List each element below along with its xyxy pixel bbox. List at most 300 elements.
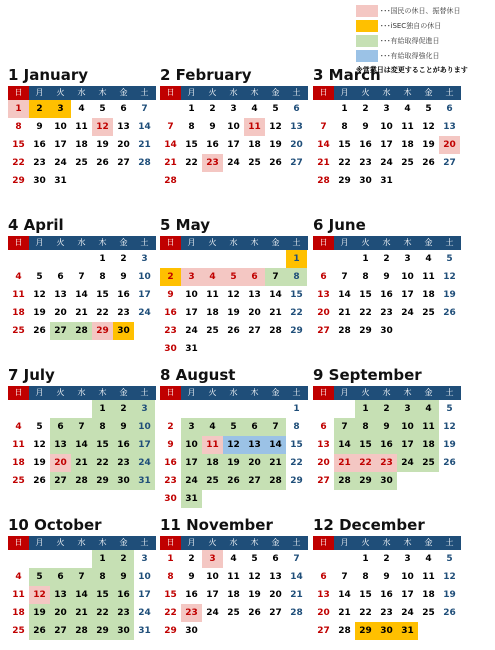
day-cell: 5	[272, 104, 279, 114]
day-cell: 20	[439, 136, 460, 154]
day-cell: 5	[99, 104, 106, 114]
weekday-label: 木	[98, 88, 107, 97]
day-cell: 14	[164, 140, 177, 150]
day-cell: 2	[113, 400, 134, 418]
weekday-label: 日	[8, 86, 29, 100]
empty-cell	[50, 550, 71, 568]
day-cell: 31	[134, 472, 155, 490]
day-cell: 7	[141, 104, 148, 114]
day-cell: 12	[422, 122, 435, 132]
day-cell: 20	[244, 454, 265, 472]
day-grid	[160, 400, 308, 508]
day-cell: 28	[334, 472, 355, 490]
empty-cell	[8, 400, 29, 418]
day-cell: 28	[338, 626, 351, 636]
month-title: 4 April	[8, 216, 64, 234]
day-cell: 17	[227, 140, 240, 150]
weekday-label: 水	[77, 238, 86, 247]
empty-cell	[202, 250, 223, 268]
day-cell: 17	[206, 590, 219, 600]
day-cell: 23	[359, 158, 372, 168]
day-cell: 13	[290, 122, 303, 132]
day-cell: 27	[317, 326, 330, 336]
day-cell: 8	[188, 122, 195, 132]
day-cell: 23	[33, 158, 46, 168]
weekday-header	[313, 236, 461, 250]
empty-cell	[244, 400, 265, 418]
day-cell: 29	[290, 326, 303, 336]
day-cell: 9	[383, 272, 390, 282]
day-cell: 22	[92, 604, 113, 622]
day-cell: 24	[185, 326, 198, 336]
day-cell: 29	[338, 176, 351, 186]
day-cell: 17	[397, 436, 418, 454]
weekday-label: 金	[271, 88, 280, 97]
empty-cell	[334, 400, 355, 418]
weekday-label: 日	[160, 236, 181, 250]
legend-swatch-paid-leave-strengthening	[356, 50, 378, 62]
weekday-label: 月	[340, 388, 349, 397]
day-cell: 28	[164, 176, 177, 186]
day-cell: 10	[138, 572, 151, 582]
day-cell: 2	[376, 400, 397, 418]
weekday-label: 木	[250, 88, 259, 97]
weekday-label: 水	[77, 538, 86, 547]
weekday-header	[8, 536, 156, 550]
day-grid	[8, 550, 156, 640]
day-cell: 12	[248, 572, 261, 582]
day-cell: 23	[202, 154, 223, 172]
day-cell: 29	[92, 622, 113, 640]
day-cell: 6	[57, 272, 64, 282]
day-cell: 27	[50, 322, 71, 340]
day-cell: 24	[206, 608, 219, 618]
day-cell: 10	[181, 436, 202, 454]
day-cell: 2	[188, 554, 195, 564]
day-cell: 15	[92, 436, 113, 454]
day-cell: 23	[380, 308, 393, 318]
empty-cell	[223, 250, 244, 268]
weekday-label: 火	[361, 388, 370, 397]
day-cell: 18	[422, 290, 435, 300]
weekday-label: 月	[187, 538, 196, 547]
month-title: 9 September	[313, 366, 422, 384]
day-cell: 31	[397, 622, 418, 640]
day-cell: 9	[188, 572, 195, 582]
day-cell: 18	[206, 308, 219, 318]
day-cell: 26	[422, 158, 435, 168]
day-cell: 6	[320, 272, 327, 282]
weekday-header	[313, 86, 461, 100]
day-cell: 30	[380, 326, 393, 336]
month-title: 12 December	[313, 516, 425, 534]
legend-swatch-national-holiday	[356, 5, 378, 17]
day-cell: 20	[50, 604, 71, 622]
day-cell: 9	[376, 418, 397, 436]
day-cell: 3	[134, 400, 155, 418]
day-cell: 13	[244, 436, 265, 454]
day-cell: 20	[317, 608, 330, 618]
day-cell: 11	[418, 418, 439, 436]
weekday-label: 日	[160, 536, 181, 550]
legend-item	[356, 49, 492, 63]
day-cell: 1	[167, 554, 174, 564]
weekday-label: 日	[8, 236, 29, 250]
day-cell: 9	[167, 440, 174, 450]
day-cell: 23	[181, 604, 202, 622]
weekday-header	[8, 386, 156, 400]
day-cell: 16	[185, 590, 198, 600]
day-cell: 22	[359, 608, 372, 618]
day-cell: 17	[54, 140, 67, 150]
day-cell: 27	[290, 158, 303, 168]
day-cell: 16	[113, 436, 134, 454]
day-cell: 3	[202, 550, 223, 568]
empty-cell	[71, 250, 92, 268]
day-cell: 15	[290, 440, 303, 450]
day-cell: 8	[286, 268, 307, 286]
day-cell: 2	[120, 254, 127, 264]
day-cell: 7	[71, 418, 92, 436]
day-cell: 17	[185, 308, 198, 318]
day-cell: 11	[227, 572, 240, 582]
day-cell: 12	[269, 122, 282, 132]
day-cell: 15	[185, 140, 198, 150]
day-cell: 1	[362, 254, 369, 264]
weekday-label: 金	[424, 538, 433, 547]
day-cell: 11	[422, 272, 435, 282]
weekday-label: 木	[403, 388, 412, 397]
day-cell: 3	[141, 254, 148, 264]
day-cell: 26	[248, 608, 261, 618]
day-cell: 21	[75, 308, 88, 318]
legend-label: ･･･国民の休日、振替休日	[380, 7, 461, 15]
day-cell: 8	[362, 272, 369, 282]
weekday-label: 木	[250, 538, 259, 547]
day-cell: 19	[227, 308, 240, 318]
day-cell: 21	[338, 308, 351, 318]
day-cell: 2	[29, 100, 50, 118]
day-cell: 21	[164, 158, 177, 168]
day-cell: 18	[202, 454, 223, 472]
weekday-header	[313, 386, 461, 400]
day-cell: 17	[138, 290, 151, 300]
day-cell: 14	[269, 290, 282, 300]
day-cell: 23	[164, 326, 177, 336]
day-grid	[313, 550, 461, 640]
day-cell: 1	[293, 404, 300, 414]
day-cell: 29	[359, 326, 372, 336]
weekday-label: 水	[382, 538, 391, 547]
day-cell: 7	[265, 268, 286, 286]
day-cell: 14	[71, 436, 92, 454]
day-cell: 19	[29, 604, 50, 622]
weekday-label: 土	[445, 388, 454, 397]
weekday-label: 月	[187, 88, 196, 97]
weekday-header	[8, 236, 156, 250]
weekday-label: 日	[313, 236, 334, 250]
weekday-label: 金	[119, 388, 128, 397]
day-cell: 2	[362, 104, 369, 114]
month-title: 1 January	[8, 66, 89, 84]
weekday-label: 水	[77, 388, 86, 397]
day-cell: 25	[418, 454, 439, 472]
weekday-label: 月	[35, 388, 44, 397]
day-cell: 21	[290, 590, 303, 600]
day-cell: 29	[355, 622, 376, 640]
day-cell: 13	[54, 290, 67, 300]
month-calendar	[313, 64, 461, 190]
weekday-label: 水	[382, 238, 391, 247]
day-cell: 17	[380, 140, 393, 150]
weekday-label: 土	[140, 538, 149, 547]
day-cell: 28	[71, 322, 92, 340]
day-cell: 4	[230, 554, 237, 564]
weekday-label: 月	[187, 388, 196, 397]
day-cell: 20	[317, 308, 330, 318]
day-cell: 14	[138, 122, 151, 132]
day-cell: 24	[227, 158, 240, 168]
month-title: 7 July	[8, 366, 55, 384]
day-cell: 12	[33, 290, 46, 300]
day-cell: 11	[206, 290, 219, 300]
day-cell: 18	[12, 458, 25, 468]
month-calendar	[160, 214, 308, 358]
weekday-label: 日	[313, 536, 334, 550]
day-cell: 31	[185, 344, 198, 354]
day-cell: 7	[71, 568, 92, 586]
day-cell: 22	[359, 308, 372, 318]
day-cell: 10	[138, 272, 151, 282]
empty-cell	[334, 250, 355, 268]
empty-cell	[160, 250, 181, 268]
day-cell: 28	[138, 158, 151, 168]
day-cell: 20	[117, 140, 130, 150]
day-cell: 16	[113, 586, 134, 604]
day-cell: 29	[92, 472, 113, 490]
month-calendar	[8, 64, 156, 190]
weekday-label: 月	[340, 238, 349, 247]
day-cell: 23	[113, 454, 134, 472]
day-cell: 17	[401, 290, 414, 300]
day-cell: 12	[443, 272, 456, 282]
day-cell: 24	[138, 308, 151, 318]
day-cell: 21	[317, 158, 330, 168]
day-cell: 4	[425, 554, 432, 564]
month-title: 5 May	[160, 216, 211, 234]
day-cell: 2	[167, 422, 174, 432]
day-cell: 18	[422, 590, 435, 600]
day-cell: 28	[71, 472, 92, 490]
day-cell: 20	[54, 308, 67, 318]
legend-swatch-paid-leave-promotion	[356, 35, 378, 47]
day-cell: 8	[167, 572, 174, 582]
day-cell: 25	[422, 608, 435, 618]
day-cell: 15	[12, 140, 25, 150]
empty-cell	[181, 400, 202, 418]
day-grid	[313, 400, 461, 490]
month-title: 11 November	[160, 516, 273, 534]
day-cell: 27	[317, 476, 330, 486]
day-cell: 7	[167, 122, 174, 132]
day-cell: 30	[113, 622, 134, 640]
day-cell: 18	[227, 590, 240, 600]
weekday-label: 金	[271, 238, 280, 247]
empty-cell	[50, 400, 71, 418]
day-cell: 29	[355, 472, 376, 490]
weekday-label: 土	[140, 388, 149, 397]
day-cell: 8	[92, 418, 113, 436]
day-cell: 11	[12, 440, 25, 450]
day-cell: 19	[422, 140, 435, 150]
day-cell: 14	[338, 590, 351, 600]
day-cell: 10	[401, 572, 414, 582]
day-cell: 22	[12, 158, 25, 168]
day-cell: 8	[92, 568, 113, 586]
day-cell: 1	[341, 104, 348, 114]
day-grid	[8, 250, 156, 340]
day-cell: 18	[12, 608, 25, 618]
day-cell: 10	[54, 122, 67, 132]
day-cell: 10	[380, 122, 393, 132]
day-cell: 19	[443, 290, 456, 300]
day-cell: 3	[397, 400, 418, 418]
weekday-label: 日	[8, 386, 29, 400]
weekday-label: 木	[403, 538, 412, 547]
day-cell: 1	[286, 250, 307, 268]
day-cell: 2	[160, 268, 181, 286]
day-cell: 15	[92, 586, 113, 604]
day-cell: 11	[401, 122, 414, 132]
empty-cell	[313, 250, 334, 268]
day-cell: 13	[443, 122, 456, 132]
day-cell: 3	[141, 554, 148, 564]
weekday-header	[160, 386, 308, 400]
day-cell: 25	[401, 158, 414, 168]
day-cell: 7	[341, 572, 348, 582]
day-cell: 22	[164, 608, 177, 618]
weekday-label: 月	[35, 88, 44, 97]
day-cell: 21	[269, 308, 282, 318]
empty-cell	[71, 550, 92, 568]
day-cell: 3	[50, 100, 71, 118]
month-title: 10 October	[8, 516, 102, 534]
day-cell: 27	[269, 608, 282, 618]
month-title: 3 March	[313, 66, 381, 84]
day-cell: 4	[15, 272, 22, 282]
day-cell: 24	[54, 158, 67, 168]
day-cell: 12	[223, 436, 244, 454]
day-cell: 28	[265, 472, 286, 490]
day-cell: 30	[164, 344, 177, 354]
weekday-label: 金	[271, 388, 280, 397]
day-cell: 18	[75, 140, 88, 150]
day-cell: 19	[443, 440, 456, 450]
day-cell: 9	[167, 290, 174, 300]
day-cell: 22	[92, 454, 113, 472]
day-cell: 17	[181, 454, 202, 472]
day-cell: 30	[359, 176, 372, 186]
day-cell: 25	[12, 476, 25, 486]
day-cell: 6	[50, 418, 71, 436]
weekday-label: 金	[424, 238, 433, 247]
day-cell: 26	[96, 158, 109, 168]
day-cell: 23	[376, 454, 397, 472]
day-cell: 15	[96, 290, 109, 300]
empty-cell	[244, 250, 265, 268]
day-cell: 12	[227, 290, 240, 300]
day-cell: 3	[181, 418, 202, 436]
day-cell: 1	[92, 550, 113, 568]
day-cell: 3	[404, 254, 411, 264]
day-cell: 26	[227, 326, 240, 336]
day-cell: 29	[164, 626, 177, 636]
day-cell: 9	[383, 572, 390, 582]
day-cell: 25	[227, 608, 240, 618]
weekday-label: 火	[208, 538, 217, 547]
day-cell: 21	[334, 454, 355, 472]
day-cell: 2	[383, 554, 390, 564]
empty-cell	[313, 400, 334, 418]
weekday-label: 土	[445, 238, 454, 247]
day-cell: 7	[78, 272, 85, 282]
weekday-label: 金	[424, 388, 433, 397]
day-cell: 28	[290, 608, 303, 618]
weekday-label: 土	[292, 88, 301, 97]
empty-cell	[29, 550, 50, 568]
day-cell: 18	[12, 308, 25, 318]
day-cell: 5	[446, 404, 453, 414]
day-cell: 11	[202, 436, 223, 454]
empty-cell	[50, 250, 71, 268]
day-cell: 1	[92, 400, 113, 418]
weekday-label: 日	[160, 386, 181, 400]
day-grid	[313, 250, 461, 340]
day-cell: 28	[71, 622, 92, 640]
weekday-label: 土	[140, 238, 149, 247]
day-cell: 14	[71, 586, 92, 604]
day-cell: 8	[293, 422, 300, 432]
day-cell: 12	[443, 572, 456, 582]
day-cell: 6	[50, 568, 71, 586]
day-cell: 10	[134, 418, 155, 436]
day-cell: 29	[92, 322, 113, 340]
weekday-label: 月	[35, 538, 44, 547]
weekday-label: 月	[187, 238, 196, 247]
day-cell: 30	[33, 176, 46, 186]
day-cell: 8	[355, 418, 376, 436]
day-cell: 21	[338, 608, 351, 618]
legend-label: ･･･iSEC独自の休日	[380, 22, 442, 30]
day-cell: 23	[164, 476, 177, 486]
weekday-label: 火	[208, 88, 217, 97]
weekday-label: 月	[340, 538, 349, 547]
day-cell: 20	[290, 140, 303, 150]
day-cell: 10	[185, 290, 198, 300]
day-cell: 3	[383, 104, 390, 114]
day-cell: 19	[33, 308, 46, 318]
weekday-label: 木	[250, 238, 259, 247]
day-cell: 18	[248, 140, 261, 150]
day-cell: 26	[443, 608, 456, 618]
day-cell: 5	[446, 554, 453, 564]
day-cell: 9	[120, 272, 127, 282]
day-cell: 24	[134, 454, 155, 472]
empty-cell	[160, 100, 181, 118]
day-cell: 27	[117, 158, 130, 168]
day-cell: 3	[181, 268, 202, 286]
day-cell: 1	[8, 100, 29, 118]
